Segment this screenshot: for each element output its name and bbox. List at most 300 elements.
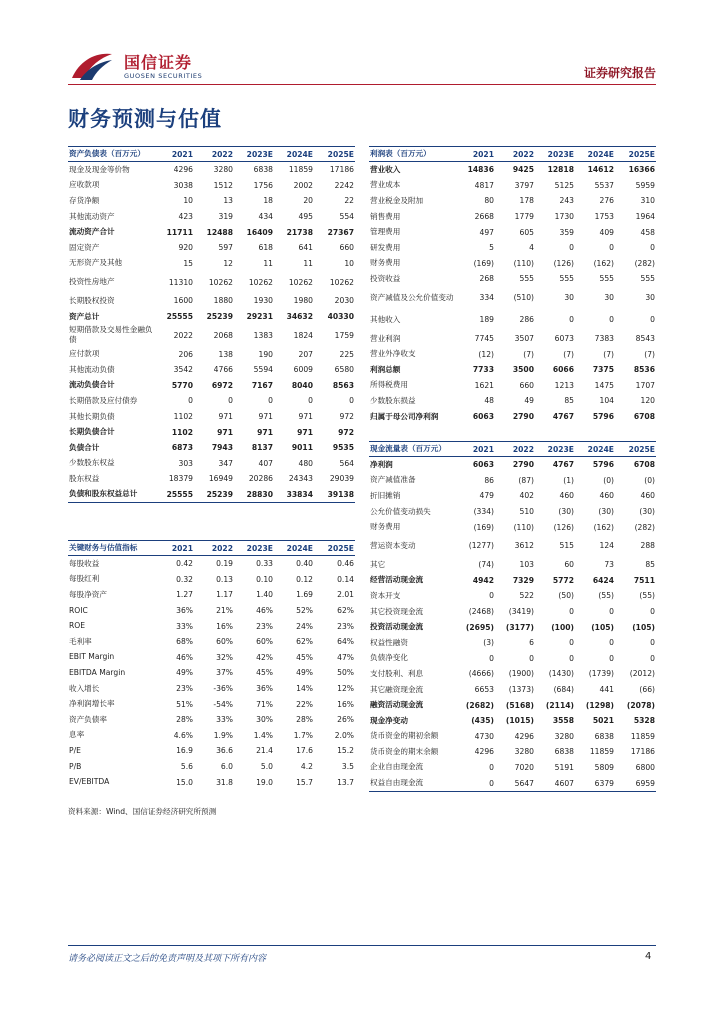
value-cell: 0 — [569, 607, 574, 617]
table-row — [68, 487, 355, 503]
value-cell: 480 — [298, 458, 313, 468]
value-cell: 28% — [296, 715, 313, 725]
table-row — [68, 378, 355, 394]
value-cell: (3) — [483, 638, 494, 648]
value-cell: 138 — [218, 349, 233, 359]
table-row — [369, 209, 656, 225]
value-cell: 23% — [256, 621, 273, 631]
value-cell: 62% — [337, 606, 354, 616]
row-label: 利润总额 — [370, 364, 401, 374]
value-cell: 5772 — [552, 575, 574, 585]
table-row — [369, 573, 656, 589]
value-cell: 6379 — [575, 775, 615, 791]
year-header-cell: 2024E — [274, 541, 314, 556]
value-cell: 0 — [609, 653, 614, 663]
table-row — [68, 556, 355, 572]
row-label: 投资活动现金流 — [370, 622, 424, 632]
row-label: 收入增长 — [69, 683, 100, 693]
table-title-cell: 关键财务与估值指标 — [68, 541, 154, 556]
value-cell: 6972 — [211, 380, 233, 390]
value-cell: 243 — [559, 196, 574, 206]
row-label: EBITDA Margin — [69, 667, 126, 677]
row-label: 销售费用 — [370, 211, 401, 221]
value-cell: 1.27 — [176, 590, 193, 600]
value-cell: 5191 — [554, 762, 574, 772]
value-cell: 22% — [296, 699, 313, 709]
row-label: 其他长期负债 — [69, 411, 115, 421]
value-cell: (105) — [632, 622, 655, 632]
value-cell: 17.6 — [296, 746, 313, 756]
value-cell: 46% — [256, 606, 273, 616]
row-label: 应付款项 — [69, 349, 100, 359]
row-label: 资本开支 — [370, 590, 401, 600]
value-cell: 7733 — [472, 365, 494, 375]
company-logo — [70, 48, 220, 88]
row-label: 公允价值变动损失 — [370, 506, 431, 516]
row-label: EBIT Margin — [69, 652, 115, 662]
value-cell: (7) — [603, 349, 614, 359]
table-row — [369, 178, 656, 194]
value-cell: 36% — [256, 684, 273, 694]
value-cell: 60% — [256, 637, 273, 647]
year-header-cell: 2025E — [615, 147, 656, 162]
value-cell: 21738 — [286, 227, 313, 237]
value-cell: 971 — [258, 412, 273, 422]
table-row — [68, 162, 355, 178]
row-label: 其它融资现金流 — [370, 684, 424, 694]
row-label: P/B — [69, 761, 82, 771]
value-cell: 660 — [519, 380, 534, 390]
value-cell: 3038 — [173, 180, 193, 190]
year-header-cell: 2024E — [575, 442, 615, 457]
value-cell: 12488 — [206, 227, 233, 237]
value-cell: 23% — [337, 621, 354, 631]
row-label: 存货净额 — [69, 195, 100, 205]
table-header-row — [369, 442, 656, 457]
value-cell: 5809 — [594, 762, 614, 772]
row-label: 投资收益 — [370, 273, 401, 283]
value-cell: 49% — [176, 668, 193, 678]
value-cell: 0 — [650, 607, 655, 617]
value-cell: 25555 — [166, 312, 193, 322]
value-cell: 4730 — [474, 731, 494, 741]
value-cell: 207 — [298, 349, 313, 359]
value-cell: 24% — [296, 621, 313, 631]
value-cell: 0 — [455, 775, 495, 791]
value-cell: 5125 — [554, 180, 574, 190]
value-cell: (110) — [513, 522, 534, 532]
value-cell: 971 — [297, 427, 313, 437]
row-label: 货币资金的期初余额 — [370, 731, 439, 741]
value-cell: 85 — [564, 396, 574, 406]
value-cell: (5168) — [505, 700, 534, 710]
value-cell: 2.0% — [334, 730, 354, 740]
row-label: 资产减值准备 — [370, 475, 416, 485]
value-cell: 7020 — [514, 762, 534, 772]
value-cell: 660 — [339, 243, 354, 253]
value-cell: 73 — [604, 560, 614, 570]
value-cell: 564 — [339, 458, 354, 468]
value-cell: 6838 — [594, 731, 614, 741]
table-row — [68, 178, 355, 194]
value-cell: (105) — [591, 622, 614, 632]
value-cell: 12% — [337, 684, 354, 694]
value-cell: 25239 — [194, 487, 234, 503]
value-cell: 1621 — [474, 380, 494, 390]
value-cell: 32% — [216, 652, 233, 662]
table-row — [68, 209, 355, 225]
value-cell: 7383 — [594, 334, 614, 344]
value-cell: 20 — [303, 196, 313, 206]
value-cell: 0 — [609, 315, 614, 325]
value-cell: 276 — [599, 196, 614, 206]
value-cell: 310 — [640, 196, 655, 206]
value-cell: 18379 — [168, 474, 193, 484]
value-cell: 555 — [599, 274, 614, 284]
value-cell: 0 — [650, 243, 655, 253]
table-row — [369, 619, 656, 635]
value-cell: 9535 — [332, 443, 354, 453]
value-cell: 5770 — [171, 380, 193, 390]
value-cell: 33% — [216, 715, 233, 725]
value-cell: 11711 — [166, 227, 193, 237]
value-cell: (3177) — [505, 622, 534, 632]
value-cell: (30) — [598, 507, 614, 517]
row-label: 其他流动负债 — [69, 364, 115, 374]
value-cell: 9425 — [512, 165, 534, 175]
value-cell: (169) — [473, 258, 494, 268]
year-header-cell: 2025E — [314, 541, 355, 556]
value-cell: 0 — [529, 653, 534, 663]
table-row — [68, 224, 355, 240]
report-type-label: 证券研究报告 — [583, 66, 656, 80]
value-cell: (1430) — [548, 669, 574, 679]
value-cell: (2012) — [629, 669, 655, 679]
value-cell: 1756 — [253, 180, 273, 190]
page-number: 4 — [645, 951, 652, 962]
value-cell: 0 — [569, 315, 574, 325]
table-row — [369, 287, 656, 309]
table-row — [68, 362, 355, 378]
value-cell: 124 — [599, 541, 614, 551]
year-header-cell: 2023E — [535, 442, 575, 457]
value-cell: 16366 — [628, 165, 655, 175]
value-cell: 5021 — [592, 716, 614, 726]
value-cell: 0.14 — [337, 574, 354, 584]
value-cell: 3280 — [213, 165, 233, 175]
value-cell: 6009 — [293, 365, 313, 375]
table-row — [68, 393, 355, 409]
table-row — [369, 271, 656, 287]
row-label: 短期借款及交易性金融负债 — [69, 325, 153, 345]
value-cell: 4767 — [552, 460, 574, 470]
value-cell: 52% — [296, 606, 313, 616]
value-cell: 0 — [650, 315, 655, 325]
value-cell: 21% — [216, 606, 233, 616]
table-row — [369, 457, 656, 473]
value-cell: 1824 — [293, 330, 313, 340]
table-row — [369, 162, 656, 178]
row-label: 净利润 — [370, 459, 393, 469]
value-cell: 30 — [564, 293, 574, 303]
value-cell: 14% — [296, 684, 313, 694]
table-row — [369, 604, 656, 620]
table-row — [68, 603, 355, 619]
value-cell: 0.46 — [337, 559, 354, 569]
value-cell: 3558 — [552, 716, 574, 726]
table-row — [369, 729, 656, 745]
value-cell: (2114) — [545, 700, 574, 710]
value-cell: (87) — [518, 475, 534, 485]
row-label: 股东权益 — [69, 473, 100, 483]
value-cell: 522 — [519, 591, 534, 601]
table-row — [369, 504, 656, 520]
value-cell: 23% — [176, 684, 193, 694]
value-cell: 7943 — [211, 443, 233, 453]
value-cell: 15 — [183, 258, 193, 268]
value-cell: 3500 — [512, 365, 534, 375]
value-cell: 71% — [256, 699, 273, 709]
row-label: 企业自由现金流 — [370, 762, 424, 772]
table-row — [68, 256, 355, 272]
row-label: 资产负债率 — [69, 714, 107, 724]
value-cell: 2002 — [293, 180, 313, 190]
value-cell: 479 — [479, 491, 494, 501]
row-label: 其他流动资产 — [69, 211, 115, 221]
value-cell: 554 — [339, 212, 354, 222]
value-cell: 3280 — [554, 731, 574, 741]
table-row — [369, 393, 656, 409]
value-cell: 7511 — [633, 575, 655, 585]
footer-divider — [68, 945, 656, 946]
row-label: 现金及现金等价物 — [69, 164, 130, 174]
row-label: 营业收入 — [370, 164, 401, 174]
row-label: 财务费用 — [370, 258, 401, 268]
row-label: 归属于母公司净利润 — [370, 411, 439, 421]
table-row — [68, 743, 355, 759]
row-label: 长期借款及应付债券 — [69, 395, 138, 405]
table-row — [369, 744, 656, 760]
value-cell: 28830 — [234, 487, 274, 503]
year-header-cell: 2021 — [455, 147, 495, 162]
value-cell: -36% — [213, 684, 233, 694]
value-cell: 6063 — [472, 460, 494, 470]
value-cell: 10 — [344, 258, 354, 268]
row-label: 营业外净收支 — [370, 349, 416, 359]
row-label: 现金净变动 — [370, 715, 408, 725]
value-cell: 4942 — [472, 575, 494, 585]
value-cell: 268 — [479, 274, 494, 284]
row-label: ROIC — [69, 605, 88, 615]
table-title-cell: 利润表（百万元） — [369, 147, 455, 162]
value-cell: 6800 — [635, 762, 655, 772]
value-cell: (126) — [553, 522, 574, 532]
value-cell: (3419) — [508, 607, 534, 617]
value-cell: 0 — [308, 396, 313, 406]
value-cell: (126) — [553, 258, 574, 268]
value-cell: 0 — [569, 638, 574, 648]
value-cell: 16949 — [208, 474, 233, 484]
value-cell: 5537 — [594, 180, 614, 190]
value-cell: 6653 — [474, 685, 494, 695]
value-cell: 16409 — [246, 227, 273, 237]
year-header-cell: 2022 — [495, 147, 535, 162]
value-cell: (162) — [593, 522, 614, 532]
row-label: 每股收益 — [69, 558, 100, 568]
value-cell: 17186 — [630, 747, 655, 757]
value-cell: 50% — [337, 668, 354, 678]
table-row — [369, 775, 656, 791]
row-label: 权益性融资 — [370, 637, 408, 647]
value-cell: 4.2 — [300, 762, 313, 772]
value-cell: 49% — [296, 668, 313, 678]
table-row — [369, 409, 656, 425]
year-header-cell: 2022 — [194, 147, 234, 162]
value-cell: 80 — [484, 196, 494, 206]
table-header-row — [68, 541, 355, 556]
value-cell: (684) — [553, 685, 574, 695]
table-row — [68, 681, 355, 697]
row-label: 折旧摊销 — [370, 490, 401, 500]
value-cell: 1.17 — [216, 590, 233, 600]
value-cell: 33834 — [274, 487, 314, 503]
value-cell: 2022 — [173, 330, 193, 340]
year-header-cell: 2023E — [234, 147, 274, 162]
value-cell: 6838 — [554, 747, 574, 757]
value-cell: 971 — [218, 412, 233, 422]
table-row — [369, 713, 656, 729]
value-cell: 5796 — [592, 460, 614, 470]
year-header-cell: 2024E — [274, 147, 314, 162]
table-row — [68, 587, 355, 603]
row-label: 长期负债合计 — [69, 427, 115, 437]
value-cell: 7329 — [512, 575, 534, 585]
value-cell: 4 — [529, 243, 534, 253]
value-cell: 29039 — [329, 474, 354, 484]
value-cell: (435) — [471, 716, 494, 726]
table-row — [68, 471, 355, 487]
value-cell: 5.0 — [260, 762, 273, 772]
value-cell: 206 — [178, 349, 193, 359]
value-cell: 10 — [183, 196, 193, 206]
value-cell: 3.5 — [341, 762, 354, 772]
value-cell: 22 — [344, 196, 354, 206]
value-cell: 42% — [256, 652, 273, 662]
value-cell: 441 — [599, 685, 614, 695]
value-cell: (334) — [473, 507, 494, 517]
value-cell: (30) — [558, 507, 574, 517]
value-cell: (282) — [634, 258, 655, 268]
value-cell: 11859 — [288, 165, 313, 175]
table-row — [369, 224, 656, 240]
page-header — [0, 0, 724, 96]
row-label: EV/EBITDA — [69, 777, 110, 787]
value-cell: 8137 — [251, 443, 273, 453]
value-cell: 68% — [176, 637, 193, 647]
value-cell: 15.7 — [296, 777, 313, 787]
value-cell: 1383 — [253, 330, 273, 340]
table-row — [68, 634, 355, 650]
value-cell: 49 — [524, 396, 534, 406]
value-cell: (2468) — [468, 607, 494, 617]
value-cell: (0) — [644, 475, 655, 485]
value-cell: 0 — [489, 653, 494, 663]
year-header-cell: 2021 — [455, 442, 495, 457]
table-header-row — [68, 147, 355, 162]
value-cell: 1.69 — [296, 590, 313, 600]
value-cell: 10262 — [288, 277, 313, 287]
value-cell: 103 — [519, 560, 534, 570]
value-cell: 40330 — [327, 312, 354, 322]
value-cell: 10262 — [248, 277, 273, 287]
value-cell: 11 — [263, 258, 273, 268]
value-cell: 6838 — [253, 165, 273, 175]
value-cell: 0 — [268, 396, 273, 406]
value-cell: 36.6 — [216, 746, 233, 756]
row-label: 支付股利、利息 — [370, 668, 424, 678]
value-cell: 515 — [559, 541, 574, 551]
row-label: 资产减值及公允价值变动 — [370, 292, 454, 302]
value-cell: 510 — [519, 507, 534, 517]
table-row — [68, 424, 355, 440]
row-label: 营业税金及附加 — [370, 195, 424, 205]
value-cell: 9011 — [291, 443, 313, 453]
row-label: 少数股东损益 — [370, 395, 416, 405]
value-cell: (162) — [593, 258, 614, 268]
row-label: 财务费用 — [370, 522, 401, 532]
table-row — [68, 293, 355, 309]
table-row — [369, 346, 656, 362]
table-row — [369, 378, 656, 394]
value-cell: 24343 — [288, 474, 313, 484]
value-cell: 31.8 — [216, 777, 233, 787]
value-cell: 555 — [640, 274, 655, 284]
value-cell: 1759 — [334, 330, 354, 340]
value-cell: (1900) — [508, 669, 534, 679]
value-cell: (169) — [473, 522, 494, 532]
value-cell: 972 — [339, 412, 354, 422]
value-cell: 19.0 — [256, 777, 273, 787]
table-row — [369, 488, 656, 504]
table-title-cell: 资产负债表（百万元） — [68, 147, 154, 162]
value-cell: (282) — [634, 522, 655, 532]
value-cell: 86 — [484, 475, 494, 485]
value-cell: 60 — [564, 560, 574, 570]
value-cell: 5959 — [635, 180, 655, 190]
value-cell: (0) — [603, 475, 614, 485]
value-cell: 0 — [609, 607, 614, 617]
value-cell: 6580 — [334, 365, 354, 375]
value-cell: 28% — [176, 715, 193, 725]
value-cell: 64% — [337, 637, 354, 647]
value-cell: (1015) — [505, 716, 534, 726]
value-cell: 27367 — [327, 227, 354, 237]
table-row — [68, 346, 355, 362]
value-cell: (4666) — [468, 669, 494, 679]
page-title: 财务预测与估值 — [68, 107, 222, 131]
table-row — [369, 193, 656, 209]
value-cell: 0 — [188, 396, 193, 406]
value-cell: 4817 — [474, 180, 494, 190]
row-label: 应收款项 — [69, 180, 100, 190]
row-label: 少数股东权益 — [69, 458, 115, 468]
value-cell: 1730 — [554, 212, 574, 222]
header-divider — [68, 84, 656, 85]
value-cell: 2030 — [334, 296, 354, 306]
value-cell: 16% — [337, 699, 354, 709]
table-row — [68, 618, 355, 634]
value-cell: 555 — [519, 274, 534, 284]
